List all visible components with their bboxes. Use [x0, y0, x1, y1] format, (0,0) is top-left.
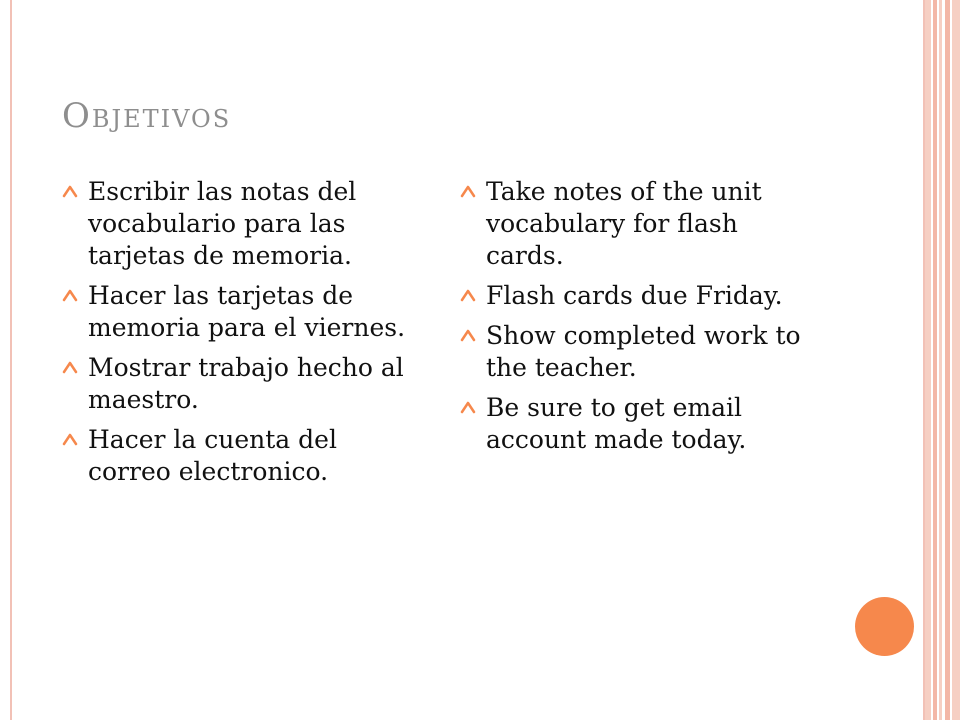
list-item	[62, 280, 422, 344]
arrow-bullet-icon	[460, 392, 486, 420]
stripe	[945, 0, 950, 720]
left-column	[62, 176, 422, 496]
arrow-bullet-icon	[62, 280, 88, 308]
arrow-bullet-icon	[460, 320, 486, 348]
list-item	[460, 320, 820, 384]
list-item-text: Hacer las tarjetas de memoria para el viernes.	[88, 281, 406, 342]
list-item	[62, 424, 422, 488]
list-item	[62, 176, 422, 272]
stripe	[939, 0, 942, 720]
list-item-text: Take notes of the unit vocabulary for flash cards.	[486, 177, 762, 270]
arrow-bullet-icon	[62, 352, 88, 380]
list-item	[62, 352, 422, 416]
list-item-text: Be sure to get email account made today.	[486, 393, 747, 454]
list-item-text: Flash cards due Friday.	[486, 281, 783, 310]
arrow-bullet-icon	[460, 280, 486, 308]
stripe	[933, 0, 937, 720]
arrow-bullet-icon	[62, 424, 88, 452]
list-item	[460, 392, 820, 456]
right-column	[460, 176, 820, 464]
list-item-text: Mostrar trabajo hecho al maestro.	[88, 353, 404, 414]
list-item-text: Hacer la cuenta del correo electronico.	[88, 425, 337, 486]
arrow-bullet-icon	[460, 176, 486, 204]
stripe	[925, 0, 931, 720]
list-item-text: Show completed work to the teacher.	[486, 321, 801, 382]
decorative-stripes	[925, 0, 960, 720]
arrow-bullet-icon	[62, 176, 88, 204]
slide-title: Objetivos	[62, 96, 232, 136]
list-item	[460, 280, 820, 312]
list-item-text: Escribir las notas del vocabulario para las tarjetas de memoria.	[88, 177, 357, 270]
decorative-circle	[855, 597, 914, 656]
list-item	[460, 176, 820, 272]
stripe	[952, 0, 960, 720]
